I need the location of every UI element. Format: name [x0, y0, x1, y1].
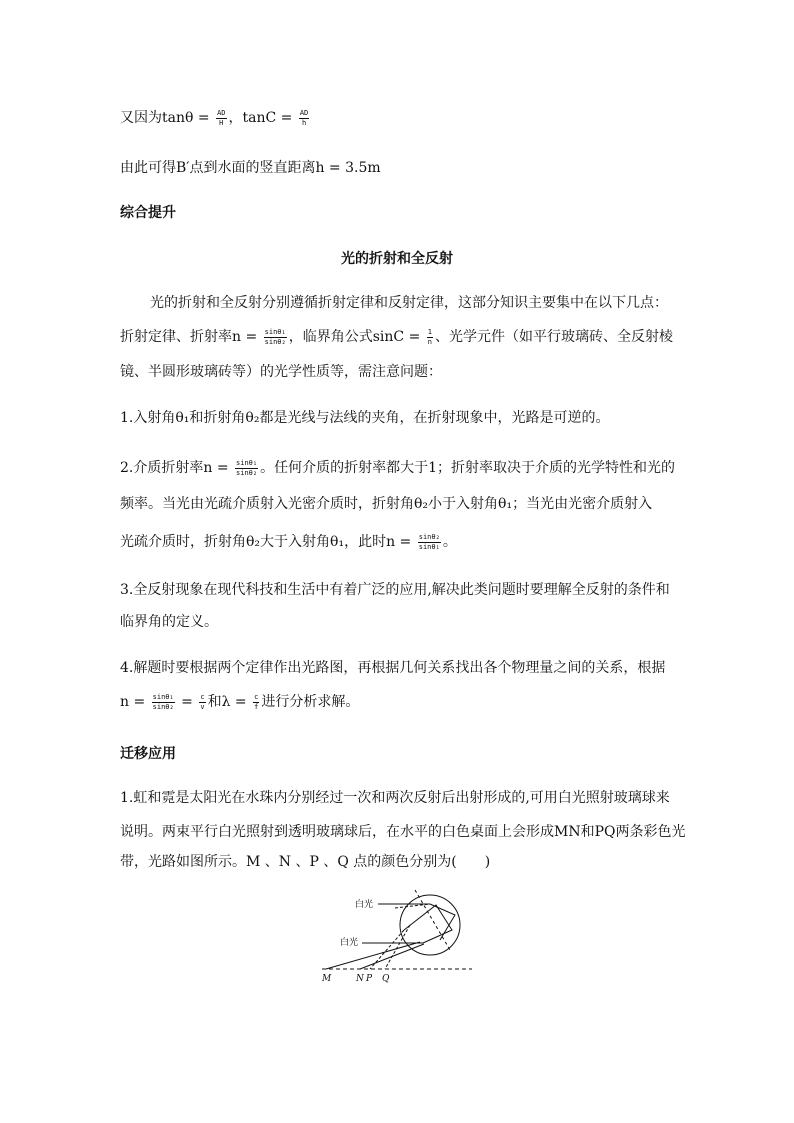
- fraction-refractive-index: $\frac{\text{sinθ₁}}{\text{sinθ₂}}$: [264, 327, 286, 346]
- normal-line: [415, 890, 450, 950]
- point-2-line-1: [120, 458, 675, 478]
- question-line-2: 说明。两束平行白光照射到透明玻璃球后，在水平的白色桌面上会形成MN和PQ两条彩色光: [120, 824, 686, 840]
- section-title: 光的折射和全反射: [341, 251, 453, 267]
- point-2-line-2: 频率。当光由光疏介质射入光密介质时，折射角θ₂小于入射角θ₁；当光由光密介质射入: [120, 496, 653, 512]
- point-4-line-2: [120, 692, 359, 712]
- para-text-b: ，临界角公式sinC =: [288, 329, 425, 345]
- point-2-text-b: 。任何介质的折射率都大于1；折射率取决于介质的光学特性和光的: [260, 460, 675, 476]
- fraction-ad-over-h: $\frac{AD}{H}$: [217, 108, 226, 127]
- ray-to-Q: [385, 925, 410, 969]
- fraction-ad-over-h-small: $\frac{AD}{h}$: [299, 108, 309, 127]
- fraction-c-over-v: $\frac{c}{v}$: [200, 692, 205, 711]
- label-white-light-1: 白光: [355, 900, 374, 910]
- ray-to-P: [370, 930, 404, 969]
- ray-to-N: [360, 944, 424, 969]
- section-heading-2: 迁移应用: [120, 746, 176, 762]
- fraction-point-2: $\frac{\text{sinθ₁}}{\text{sinθ₂}}$: [236, 458, 258, 477]
- inner-ray-2: [404, 905, 452, 943]
- label-Q: Q: [382, 974, 390, 984]
- point-4-text-d: 进行分析求解。: [261, 694, 360, 710]
- label-white-light-2: 白光: [340, 938, 359, 948]
- para-line-1: 光的折射和全反射分别遵循折射定律和反射定律，这部分知识主要集中在以下几点：: [150, 295, 668, 311]
- para-text-c: 、光学元件（如平行玻璃砖、全反射棱: [434, 329, 673, 345]
- fraction-critical-angle: $\frac{1}{n}$: [427, 327, 432, 346]
- point-4-text-a: n =: [120, 694, 150, 710]
- label-M: M: [322, 974, 332, 984]
- point-1: 1.入射角θ₁和折射角θ₂都是光线与法线的夹角，在折射现象中，光路是可逆的。: [120, 410, 610, 426]
- ray-upper-dashed: [395, 904, 430, 908]
- intro-line-1: [120, 108, 311, 128]
- para-line-3: 镜、半圆形玻璃砖等）的光学性质等，需注意问题：: [120, 364, 442, 380]
- ray-to-M: [326, 942, 420, 969]
- question-line-3: 带，光路如图所示。M 、N 、P 、Q 点的颜色分别为( ): [120, 854, 491, 870]
- point-4-line-1: 4.解题时要根据两个定律作出光路图，再根据几何关系找出各个物理量之间的关系，根据: [120, 660, 666, 676]
- section-heading-1: 综合提升: [120, 205, 176, 221]
- point-3-line-2: 临界角的定义。: [120, 614, 218, 630]
- point-2-text-c: 光疏介质时，折射角θ₂大于入射角θ₁，此时n =: [120, 534, 416, 550]
- intro-text-b: ，tanC =: [228, 110, 297, 126]
- para-text-a: 折射定律、折射率n =: [120, 329, 262, 345]
- question-line-1: 1.虹和霓是太阳光在水珠内分别经过一次和两次反射后出射形成的,可用白光照射玻璃球来: [120, 790, 670, 806]
- glass-sphere: [400, 895, 460, 955]
- point-2-text-a: 2.介质折射率n =: [120, 460, 234, 476]
- point-2-line-3: [120, 532, 457, 552]
- label-N: N: [356, 974, 364, 984]
- para-line-2: [120, 327, 673, 347]
- fraction-sin-ratio: $\frac{\text{sinθ₁}}{\text{sinθ₂}}$: [152, 692, 174, 711]
- point-2-text-d: 。: [442, 534, 457, 550]
- fraction-c-over-f: $\frac{c}{f}$: [254, 692, 259, 711]
- intro-line-2: 由此可得B′点到水面的竖直距离h = 3.5m: [120, 160, 381, 176]
- label-P: P: [366, 974, 373, 984]
- inner-ray-1: [430, 904, 455, 940]
- point-4-text-c: 和λ =: [207, 694, 252, 710]
- fraction-point-2-inverse: $\frac{\text{sinθ₂}}{\text{sinθ₁}}$: [418, 532, 440, 551]
- point-3-line-1: 3.全反射现象在现代科技和生活中有着广泛的应用,解决此类问题时要理解全反射的条件和: [120, 582, 670, 598]
- intro-text-a: 又因为tanθ =: [120, 110, 215, 126]
- point-4-text-b: =: [176, 694, 198, 710]
